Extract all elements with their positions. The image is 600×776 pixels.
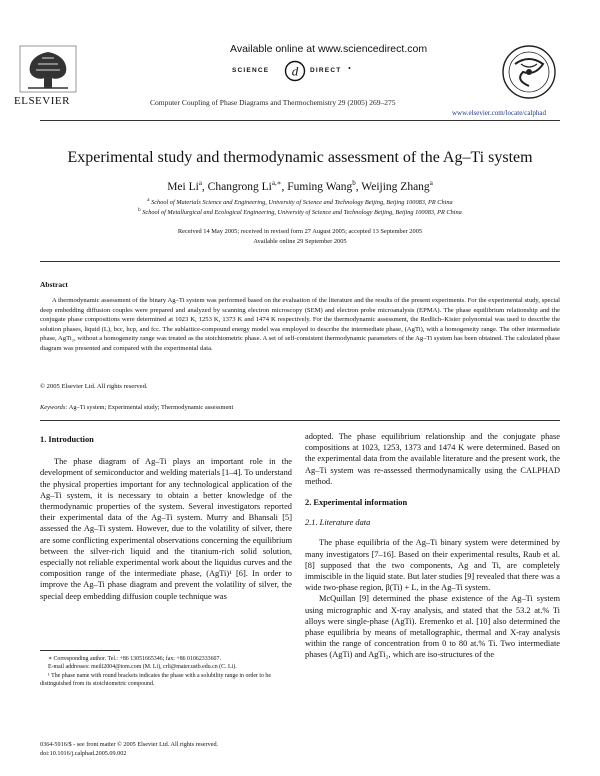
article-title: Experimental study and thermodynamic assessment of the Ag–Ti system bbox=[67, 149, 533, 166]
sd-dot: • bbox=[348, 64, 351, 73]
journal-url-link[interactable]: www.elsevier.com/locate/calphad bbox=[452, 109, 547, 117]
affiliation-sup: b bbox=[138, 208, 141, 213]
footnote-corresponding: ∗ Corresponding author. Tel.: +86 13051665346; fax: +86 01062333607. bbox=[48, 656, 221, 662]
literature-paragraph-2: McQuillan [9] determined the phase existence of the Ag–Ti system using micrographic and X-ray analysis, and stated that the 53.2 at.% Ti alloys were single-phase (AgTi). Eremenko et al. [10] also determined the phase equilibria by means of metallographic, thermal and X-ray analysis within the range of concentration from 0 to 80 at.% Ti. Two intermediate phases (AgTi) and AgTi₂, which are iso-structures of the bbox=[305, 594, 560, 660]
affiliation-b bbox=[0, 208, 600, 216]
author-name: Changrong Li bbox=[207, 180, 272, 193]
author-sep: , bbox=[281, 180, 288, 193]
received-dates: Received 14 May 2005; received in revised form 27 August 2005; accepted 13 September 2005 bbox=[177, 228, 423, 235]
sd-at-icon bbox=[284, 60, 306, 82]
author-sep: , bbox=[201, 180, 208, 193]
footnote-rule bbox=[40, 650, 120, 651]
author-name: Weijing Zhang bbox=[361, 180, 430, 193]
affiliation-sup: a bbox=[147, 198, 150, 203]
available-date: Available online 29 September 2005 bbox=[253, 238, 347, 245]
abstract-body: A thermodynamic assessment of the binary Ag–Ti system was performed based on the evaluation of the literature and the results of the present experiments. For the experimental study, special deep embedding diffusion couples were prepared and analyzed by scanning electron microscopy (SEM) and electron probe microanalysis (EPMA). The phase equilibrium relationship and the conjugate phase compositions were determined at 1023 K, 1253 K, 1373 K and 1474 K respectively. For the thermodynamic assessment, the Redlich–Kister polynomial was used to describe the solution phases, liquid (L), bcc, hcp, and fcc. The sublattice-compound energy model was employed to describe the intermediate phase, (AgTi), with a homogeneity range. The other intermediate phase, AgTi₂, without a homogeneity range was treated as the stoichiometric phase. A set of self-consistent thermodynamic parameters of the Ag–Ti system has been obtained. The calculated phase diagram was presented and compared with the experimental data. bbox=[40, 297, 560, 352]
affiliation-text: School of Materials Science and Engineering, University of Science and Technology Beijing, Beijing 100083, PR China bbox=[151, 199, 453, 207]
keywords-label: Keywords: bbox=[40, 404, 68, 411]
doi-line[interactable]: doi:10.1016/j.calphad.2005.09.002 bbox=[40, 750, 127, 757]
abstract-top-rule bbox=[40, 261, 560, 262]
header-rule bbox=[40, 120, 560, 121]
continued-paragraph: adopted. The phase equilibrium relationship and the conjugate phase compositions at 1023, 1253, 1373 and 1474 K were determined. Based on the experimental data from the available literature and the present work, the Ag–Ti system was re-assessed thermodynamically using the CALPHAD method. bbox=[305, 432, 560, 486]
author-list bbox=[0, 179, 600, 193]
calphad-journal-logo bbox=[485, 42, 573, 102]
footnote-email[interactable]: E-mail addresses: meili2004@tom.com (M. Li), crli@mater.ustb.edu.cn (C. Li). bbox=[48, 664, 237, 670]
publisher-name: ELSEVIER bbox=[14, 95, 70, 107]
section-heading-experimental: 2. Experimental information bbox=[305, 498, 408, 508]
keywords-line bbox=[40, 404, 233, 411]
keywords-list: Ag–Ti system; Experimental study; Thermodynamic assessment bbox=[68, 404, 234, 411]
journal-citation: Computer Coupling of Phase Diagrams and Thermochemistry 29 (2005) 269–275 bbox=[150, 98, 396, 107]
author-name: Fuming Wang bbox=[287, 180, 353, 193]
affiliation-a bbox=[0, 198, 600, 206]
elsevier-tree-logo bbox=[18, 44, 78, 94]
abstract-bottom-rule bbox=[40, 420, 560, 421]
affiliation-text: School of Metallurgical and Ecological Engineering, University of Science and Technology Beijing, Beijing 100083, PR China bbox=[142, 209, 462, 217]
left-column bbox=[40, 434, 292, 602]
author-sup[interactable]: a bbox=[198, 179, 202, 187]
author-sep: , bbox=[355, 180, 362, 193]
introduction-paragraph: The phase diagram of Ag–Ti plays an important role in the development of semiconductor and welding materials [1–4]. To understand the physical properties important for any technological application of the Ag–Ti system, it is necessary to obtain a better knowledge of the thermodynamic properties of the system. Several investigators reported their experimental data of the Ag–Ti system. Murry and Bhansali [5] assessed the Ag–Ti system. However, due to the volatility of silver, there are some conflicting experimental observations concerning the equilibrium between the silver-rich liquid and the titanium-rich solid solution, especially not reliable experimental work about the liquidus curves and the composition range of the intermediate phase, (AgTi)¹ [6]. In order to improve the Ag–Ti phase diagram and prevent the volatility of silver, the special deep embedding diffusion couple technique was bbox=[40, 457, 292, 601]
author-sup[interactable]: a,∗ bbox=[271, 179, 282, 187]
literature-paragraph-1: The phase equilibria of the Ag–Ti binary system were determined by many investigators [7–16]. Based on their experimental results, Raub et al. [8] supposed that the two components, Ag and Ti, are completely immiscible in the liquid state. But later studies [9] revealed that there was a wide two-phase region, β(Ti) + L, in the Ag–Ti system. bbox=[305, 538, 560, 593]
issn-line: 0364-5916/$ - see front matter © 2005 Elsevier Ltd. All rights reserved. bbox=[40, 741, 219, 748]
author-name: Mei Li bbox=[167, 180, 199, 193]
sd-mark: d bbox=[291, 63, 299, 79]
right-column bbox=[305, 431, 560, 661]
footnotes bbox=[40, 655, 292, 688]
sd-left-word: SCIENCE bbox=[232, 67, 270, 74]
subsection-heading-literature: 2.1. Literature data bbox=[305, 518, 371, 528]
author-sup[interactable]: b bbox=[352, 179, 356, 187]
abstract-heading: Abstract bbox=[40, 280, 68, 289]
section-heading-introduction: 1. Introduction bbox=[40, 435, 94, 444]
author-sup[interactable]: a bbox=[429, 179, 433, 187]
footnote-1: ¹ The phase name with round brackets indicates the phase with a solubility range in order to be distinguished from its stoichiometric compound. bbox=[40, 673, 271, 687]
sciencedirect-logo bbox=[232, 60, 372, 82]
available-online-text: Available online at www.sciencedirect.com bbox=[230, 43, 428, 55]
abstract-copyright: © 2005 Elsevier Ltd. All rights reserved. bbox=[40, 383, 148, 390]
sd-right-word: DIRECT bbox=[310, 67, 342, 74]
